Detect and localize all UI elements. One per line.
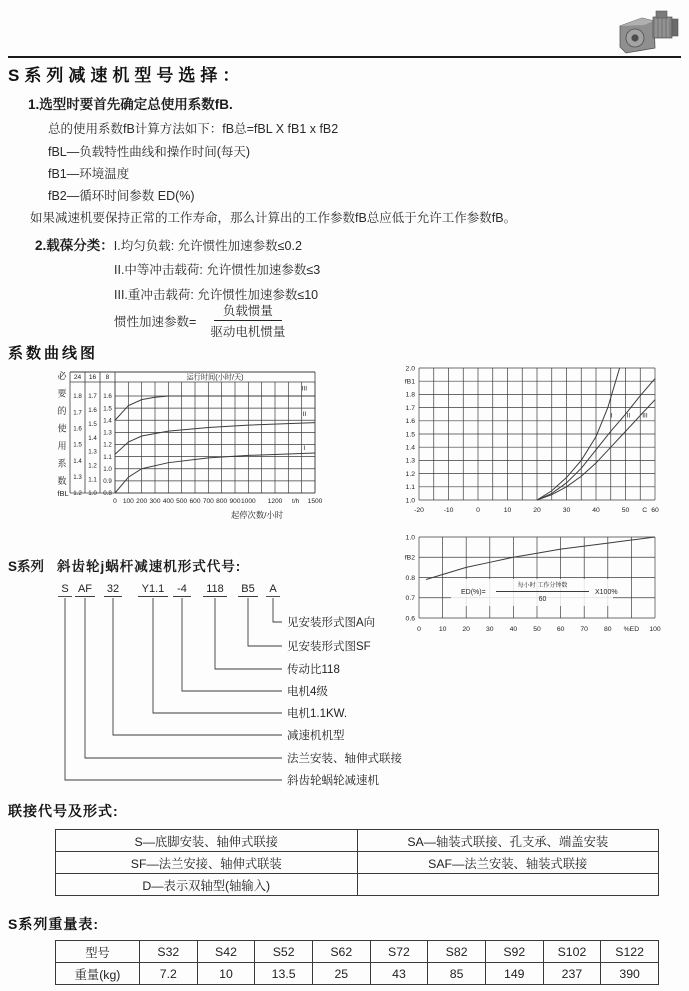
inertia-fraction xyxy=(201,301,294,340)
svg-text:1.5: 1.5 xyxy=(88,420,97,428)
gear-reducer-photo xyxy=(610,8,684,58)
model-code-heading: 斜齿轮j蜗杆减速机形式代号: xyxy=(57,559,242,574)
svg-text:-20: -20 xyxy=(414,507,424,514)
svg-text:200: 200 xyxy=(136,498,148,505)
svg-text:使: 使 xyxy=(57,423,67,434)
svg-text:900: 900 xyxy=(229,498,241,505)
svg-text:1000: 1000 xyxy=(240,498,256,505)
svg-text:1.6: 1.6 xyxy=(405,418,415,426)
table-row xyxy=(56,941,659,963)
svg-text:1200: 1200 xyxy=(267,498,283,505)
svg-text:1.5: 1.5 xyxy=(405,431,415,439)
svg-text:24: 24 xyxy=(73,374,82,381)
table-cell: 13.5 xyxy=(255,963,313,985)
step2-heading: 2.载葆分类： xyxy=(35,238,114,253)
svg-text:Y1.1: Y1.1 xyxy=(141,583,165,595)
svg-text:1.5: 1.5 xyxy=(73,441,82,449)
top-divider xyxy=(8,56,681,58)
svg-text:1.6: 1.6 xyxy=(103,393,112,401)
table-cell: S62 xyxy=(312,941,370,963)
inertia-formula-lhs: 惯性加速参数= xyxy=(114,314,197,329)
svg-text:60: 60 xyxy=(556,626,565,633)
svg-text:2.0: 2.0 xyxy=(405,365,415,373)
svg-text:法兰安装、轴伸式联接: 法兰安装、轴伸式联接 xyxy=(287,753,402,765)
svg-text:30: 30 xyxy=(562,507,571,514)
table-cell: SA—轴装式联接、孔支承、端盖安装 xyxy=(357,830,659,852)
table-cell: SAF—法兰安装、轴装式联接 xyxy=(357,852,659,874)
load-class-2: II.中等冲击载荷: 允许惯性加速参数≤3 xyxy=(114,263,321,277)
svg-text:800: 800 xyxy=(216,498,228,505)
step2-line1 xyxy=(35,234,302,255)
svg-text:1.0: 1.0 xyxy=(405,497,415,505)
svg-text:600: 600 xyxy=(189,498,201,505)
step1-heading: 1.选型时要首先确定总使用系数fB. xyxy=(28,97,233,112)
svg-text:减速机机型: 减速机机型 xyxy=(287,730,345,742)
table-cell: S42 xyxy=(197,941,255,963)
svg-text:电机4级: 电机4级 xyxy=(287,686,328,698)
svg-text:32: 32 xyxy=(106,583,120,595)
svg-text:1.1: 1.1 xyxy=(405,484,415,492)
svg-text:1.4: 1.4 xyxy=(73,457,82,465)
svg-text:fB2: fB2 xyxy=(404,554,415,562)
inertia-fraction-numerator: 负载惯量 xyxy=(214,301,282,321)
svg-text:0: 0 xyxy=(417,626,421,633)
svg-text:-10: -10 xyxy=(443,507,454,514)
svg-text:传动比118: 传动比118 xyxy=(287,664,340,676)
table-cell: 型号 xyxy=(56,941,140,963)
svg-text:1.0: 1.0 xyxy=(405,534,415,542)
svg-text:0.8: 0.8 xyxy=(405,574,415,582)
inertia-formula xyxy=(114,301,294,340)
svg-text:1.3: 1.3 xyxy=(103,429,112,437)
table-cell: S32 xyxy=(140,941,198,963)
table-row xyxy=(56,830,659,852)
svg-text:起停次数/小时: 起停次数/小时 xyxy=(230,510,284,520)
step1-note: 如果减速机要保持正常的工作寿命，那么计算出的工作参数fB总应低于允许工作参数fB。 xyxy=(30,211,517,225)
svg-text:1.1: 1.1 xyxy=(88,476,97,484)
inertia-fraction-denominator: 驱动电机惯量 xyxy=(210,325,286,339)
table-cell: SF—法兰安接、轴伸式联装 xyxy=(56,852,358,874)
svg-text:III: III xyxy=(642,412,648,420)
svg-text:0.8: 0.8 xyxy=(103,490,112,498)
svg-text:见安装形式图A向: 见安装形式图A向 xyxy=(287,617,376,629)
svg-text:70: 70 xyxy=(580,626,588,633)
svg-text:II: II xyxy=(626,412,631,420)
svg-text:10: 10 xyxy=(503,507,512,514)
table-cell: 25 xyxy=(312,963,370,985)
svg-text:16: 16 xyxy=(88,374,97,381)
svg-text:1.0: 1.0 xyxy=(103,465,112,473)
svg-text:%ED: %ED xyxy=(623,626,640,633)
svg-text:60: 60 xyxy=(538,596,547,603)
table-cell: 85 xyxy=(428,963,486,985)
load-class-3: III.重冲击载荷: 允许惯性加速参数≤10 xyxy=(114,288,319,302)
svg-text:1.1: 1.1 xyxy=(103,453,112,461)
svg-text:8: 8 xyxy=(105,374,110,381)
svg-text:fB1: fB1 xyxy=(404,378,415,386)
svg-text:1.2: 1.2 xyxy=(88,462,97,470)
svg-text:1.6: 1.6 xyxy=(73,425,82,433)
svg-text:100: 100 xyxy=(649,626,661,633)
svg-text:1.3: 1.3 xyxy=(405,457,415,465)
fb2-definition: fB2—循环时间参数 ED(%) xyxy=(48,189,195,203)
table-cell: D—表示双轴型(轴输入) xyxy=(56,874,358,896)
model-code-diagram xyxy=(40,575,470,790)
svg-text:1.5: 1.5 xyxy=(103,405,112,413)
table-cell: 390 xyxy=(601,963,659,985)
svg-text:1.2: 1.2 xyxy=(103,441,112,449)
svg-text:ED(%)=: ED(%)= xyxy=(461,589,486,596)
svg-text:1.0: 1.0 xyxy=(88,490,97,498)
connection-table xyxy=(55,829,659,896)
svg-text:100: 100 xyxy=(122,498,134,505)
table-cell: 43 xyxy=(370,963,428,985)
svg-text:118: 118 xyxy=(206,583,224,595)
svg-text:400: 400 xyxy=(162,498,174,505)
svg-text:系: 系 xyxy=(57,458,67,469)
svg-text:数: 数 xyxy=(57,476,67,486)
fbl-coefficient-chart xyxy=(55,363,355,533)
svg-text:1.2: 1.2 xyxy=(73,490,82,498)
table-cell: S102 xyxy=(543,941,601,963)
page-title: S系列减速机型号选择： xyxy=(8,66,245,85)
svg-text:I: I xyxy=(303,445,306,453)
svg-text:X100%: X100% xyxy=(595,589,618,596)
weight-table xyxy=(55,940,659,985)
svg-text:运行时间(小时/天): 运行时间(小时/天) xyxy=(186,372,244,382)
svg-text:要: 要 xyxy=(57,388,67,399)
svg-text:的: 的 xyxy=(57,406,67,416)
table-cell: S122 xyxy=(601,941,659,963)
svg-text:1.4: 1.4 xyxy=(103,417,112,425)
svg-text:1.7: 1.7 xyxy=(88,393,97,401)
svg-text:fBL: fBL xyxy=(57,489,69,498)
table-row xyxy=(56,963,659,985)
svg-text:50: 50 xyxy=(621,507,630,514)
svg-text:A: A xyxy=(269,583,277,595)
svg-text:t/h: t/h xyxy=(291,498,300,505)
table-cell: S—底脚安装、轴伸式联接 xyxy=(56,830,358,852)
charts-section-title: 系数曲线图 xyxy=(8,345,99,362)
weight-table-title: S系列重量表: xyxy=(8,916,99,932)
svg-text:电机1.1KW.: 电机1.1KW. xyxy=(287,708,348,720)
svg-text:II: II xyxy=(302,411,307,419)
table-cell: S72 xyxy=(370,941,428,963)
svg-text:斜齿轮蜗轮减速机: 斜齿轮蜗轮减速机 xyxy=(287,775,379,787)
svg-text:S: S xyxy=(61,583,69,595)
svg-text:1.7: 1.7 xyxy=(405,404,415,412)
table-cell: S82 xyxy=(428,941,486,963)
svg-text:B5: B5 xyxy=(241,583,255,595)
table-cell: 重量(kg) xyxy=(56,963,140,985)
fb1-definition: fB1—环境温度 xyxy=(48,167,130,181)
svg-text:1.3: 1.3 xyxy=(88,448,97,456)
fbl-definition: fBL—负载特性曲线和操作时间(每天) xyxy=(48,145,251,159)
svg-text:30: 30 xyxy=(486,626,494,633)
table-row xyxy=(56,874,659,896)
svg-text:每小时 工作分钟数: 每小时 工作分钟数 xyxy=(517,583,568,589)
svg-text:I: I xyxy=(610,412,613,420)
svg-text:1.3: 1.3 xyxy=(73,474,82,482)
table-cell: 149 xyxy=(485,963,543,985)
model-code-series-label: S系列 xyxy=(8,559,45,574)
svg-text:40: 40 xyxy=(509,626,518,633)
svg-text:1.4: 1.4 xyxy=(405,444,415,452)
svg-text:C: C xyxy=(642,507,648,514)
svg-text:50: 50 xyxy=(533,626,541,633)
svg-text:20: 20 xyxy=(462,626,470,633)
table-cell xyxy=(357,874,659,896)
load-class-1: I.均匀负载: 允许惯性加速参数≤0.2 xyxy=(113,239,302,253)
table-row xyxy=(56,852,659,874)
table-cell: S92 xyxy=(485,941,543,963)
svg-text:1.7: 1.7 xyxy=(73,409,82,417)
svg-text:0: 0 xyxy=(113,498,117,505)
svg-text:必: 必 xyxy=(57,371,67,381)
svg-text:1.8: 1.8 xyxy=(405,391,415,399)
svg-text:用: 用 xyxy=(57,441,67,451)
svg-text:AF: AF xyxy=(77,583,93,595)
usage-factor-formula: 总的使用系数fB计算方法如下：fB总=fBL X fB1 x fB2 xyxy=(48,122,339,136)
connection-table-title: 联接代号及形式: xyxy=(8,803,119,819)
svg-text:40: 40 xyxy=(592,507,600,514)
svg-text:700: 700 xyxy=(202,498,214,505)
svg-text:60: 60 xyxy=(651,507,659,514)
svg-text:300: 300 xyxy=(149,498,161,505)
svg-text:1.8: 1.8 xyxy=(73,393,82,401)
svg-text:-4: -4 xyxy=(177,583,187,595)
svg-text:0: 0 xyxy=(476,507,480,514)
svg-text:10: 10 xyxy=(438,626,447,633)
svg-text:80: 80 xyxy=(604,626,612,633)
svg-text:0.6: 0.6 xyxy=(405,615,415,623)
svg-text:III: III xyxy=(301,385,308,393)
table-cell: 7.2 xyxy=(140,963,198,985)
table-cell: 237 xyxy=(543,963,601,985)
svg-text:见安装形式图SF: 见安装形式图SF xyxy=(287,641,371,653)
svg-text:20: 20 xyxy=(533,507,541,514)
table-cell: 10 xyxy=(197,963,255,985)
table-cell: S52 xyxy=(255,941,313,963)
svg-text:1.4: 1.4 xyxy=(88,434,97,442)
svg-text:1.2: 1.2 xyxy=(405,470,415,478)
svg-text:0.7: 0.7 xyxy=(405,595,415,603)
svg-text:1.6: 1.6 xyxy=(88,407,97,415)
svg-text:500: 500 xyxy=(176,498,188,505)
svg-text:1500: 1500 xyxy=(307,498,323,505)
svg-text:0.9: 0.9 xyxy=(103,478,112,486)
fb1-temperature-chart xyxy=(391,360,687,520)
